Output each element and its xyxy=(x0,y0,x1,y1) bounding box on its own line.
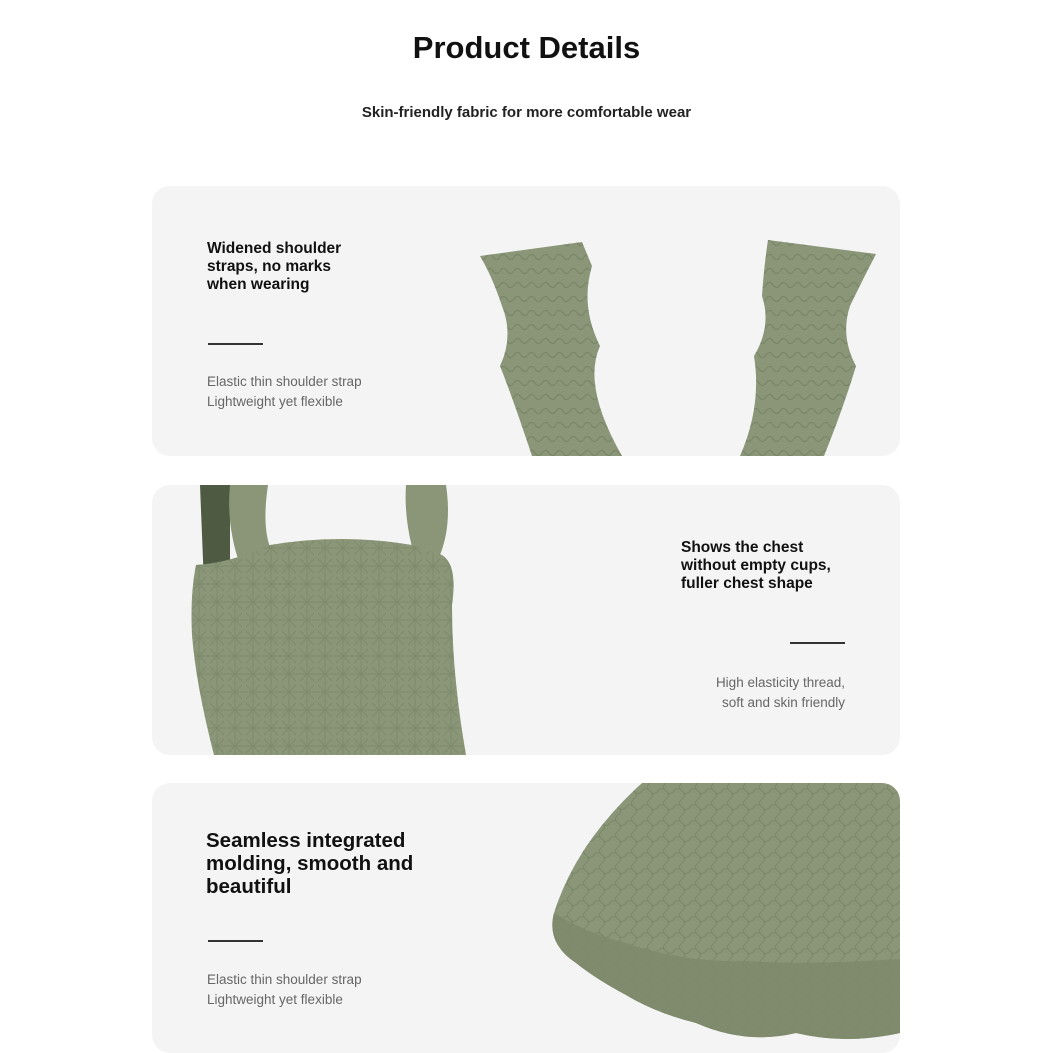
feature-heading xyxy=(207,240,341,294)
chest-front-image xyxy=(190,485,520,755)
heading-line: Seamless integrated xyxy=(206,829,406,852)
feature-note xyxy=(672,673,845,713)
heading-line: Widened shoulder xyxy=(207,240,342,257)
note-line: Lightweight yet flexible xyxy=(207,394,343,409)
feature-card-chest-shape xyxy=(152,485,900,755)
feature-heading xyxy=(206,829,413,898)
feature-note xyxy=(207,970,362,1010)
heading-line: molding, smooth and xyxy=(206,852,414,875)
feature-heading xyxy=(681,539,831,593)
divider-line xyxy=(790,642,845,644)
page-title: Product Details xyxy=(412,30,641,65)
heading-line: Shows the chest xyxy=(681,539,804,556)
heading-line: when wearing xyxy=(207,276,310,293)
shoulder-straps-image xyxy=(472,236,882,456)
heading-line: fuller chest shape xyxy=(681,575,813,592)
heading-line: without empty cups, xyxy=(681,557,831,574)
feature-card-seamless-molding xyxy=(152,783,900,1053)
feature-note xyxy=(207,372,362,412)
note-line: soft and skin friendly xyxy=(721,695,845,710)
note-line: Elastic thin shoulder strap xyxy=(207,374,362,389)
heading-line: straps, no marks xyxy=(207,258,332,275)
divider-line xyxy=(208,343,263,345)
note-line: Lightweight yet flexible xyxy=(207,992,343,1007)
fabric-hem-image xyxy=(546,783,900,1053)
note-line: Elastic thin shoulder strap xyxy=(207,972,362,987)
note-line: High elasticity thread, xyxy=(715,675,845,690)
heading-line: beautiful xyxy=(206,875,292,898)
feature-card-shoulder-straps xyxy=(152,186,900,456)
divider-line xyxy=(208,940,263,942)
page-subtitle: Skin-friendly fabric for more comfortable wear xyxy=(361,104,692,121)
